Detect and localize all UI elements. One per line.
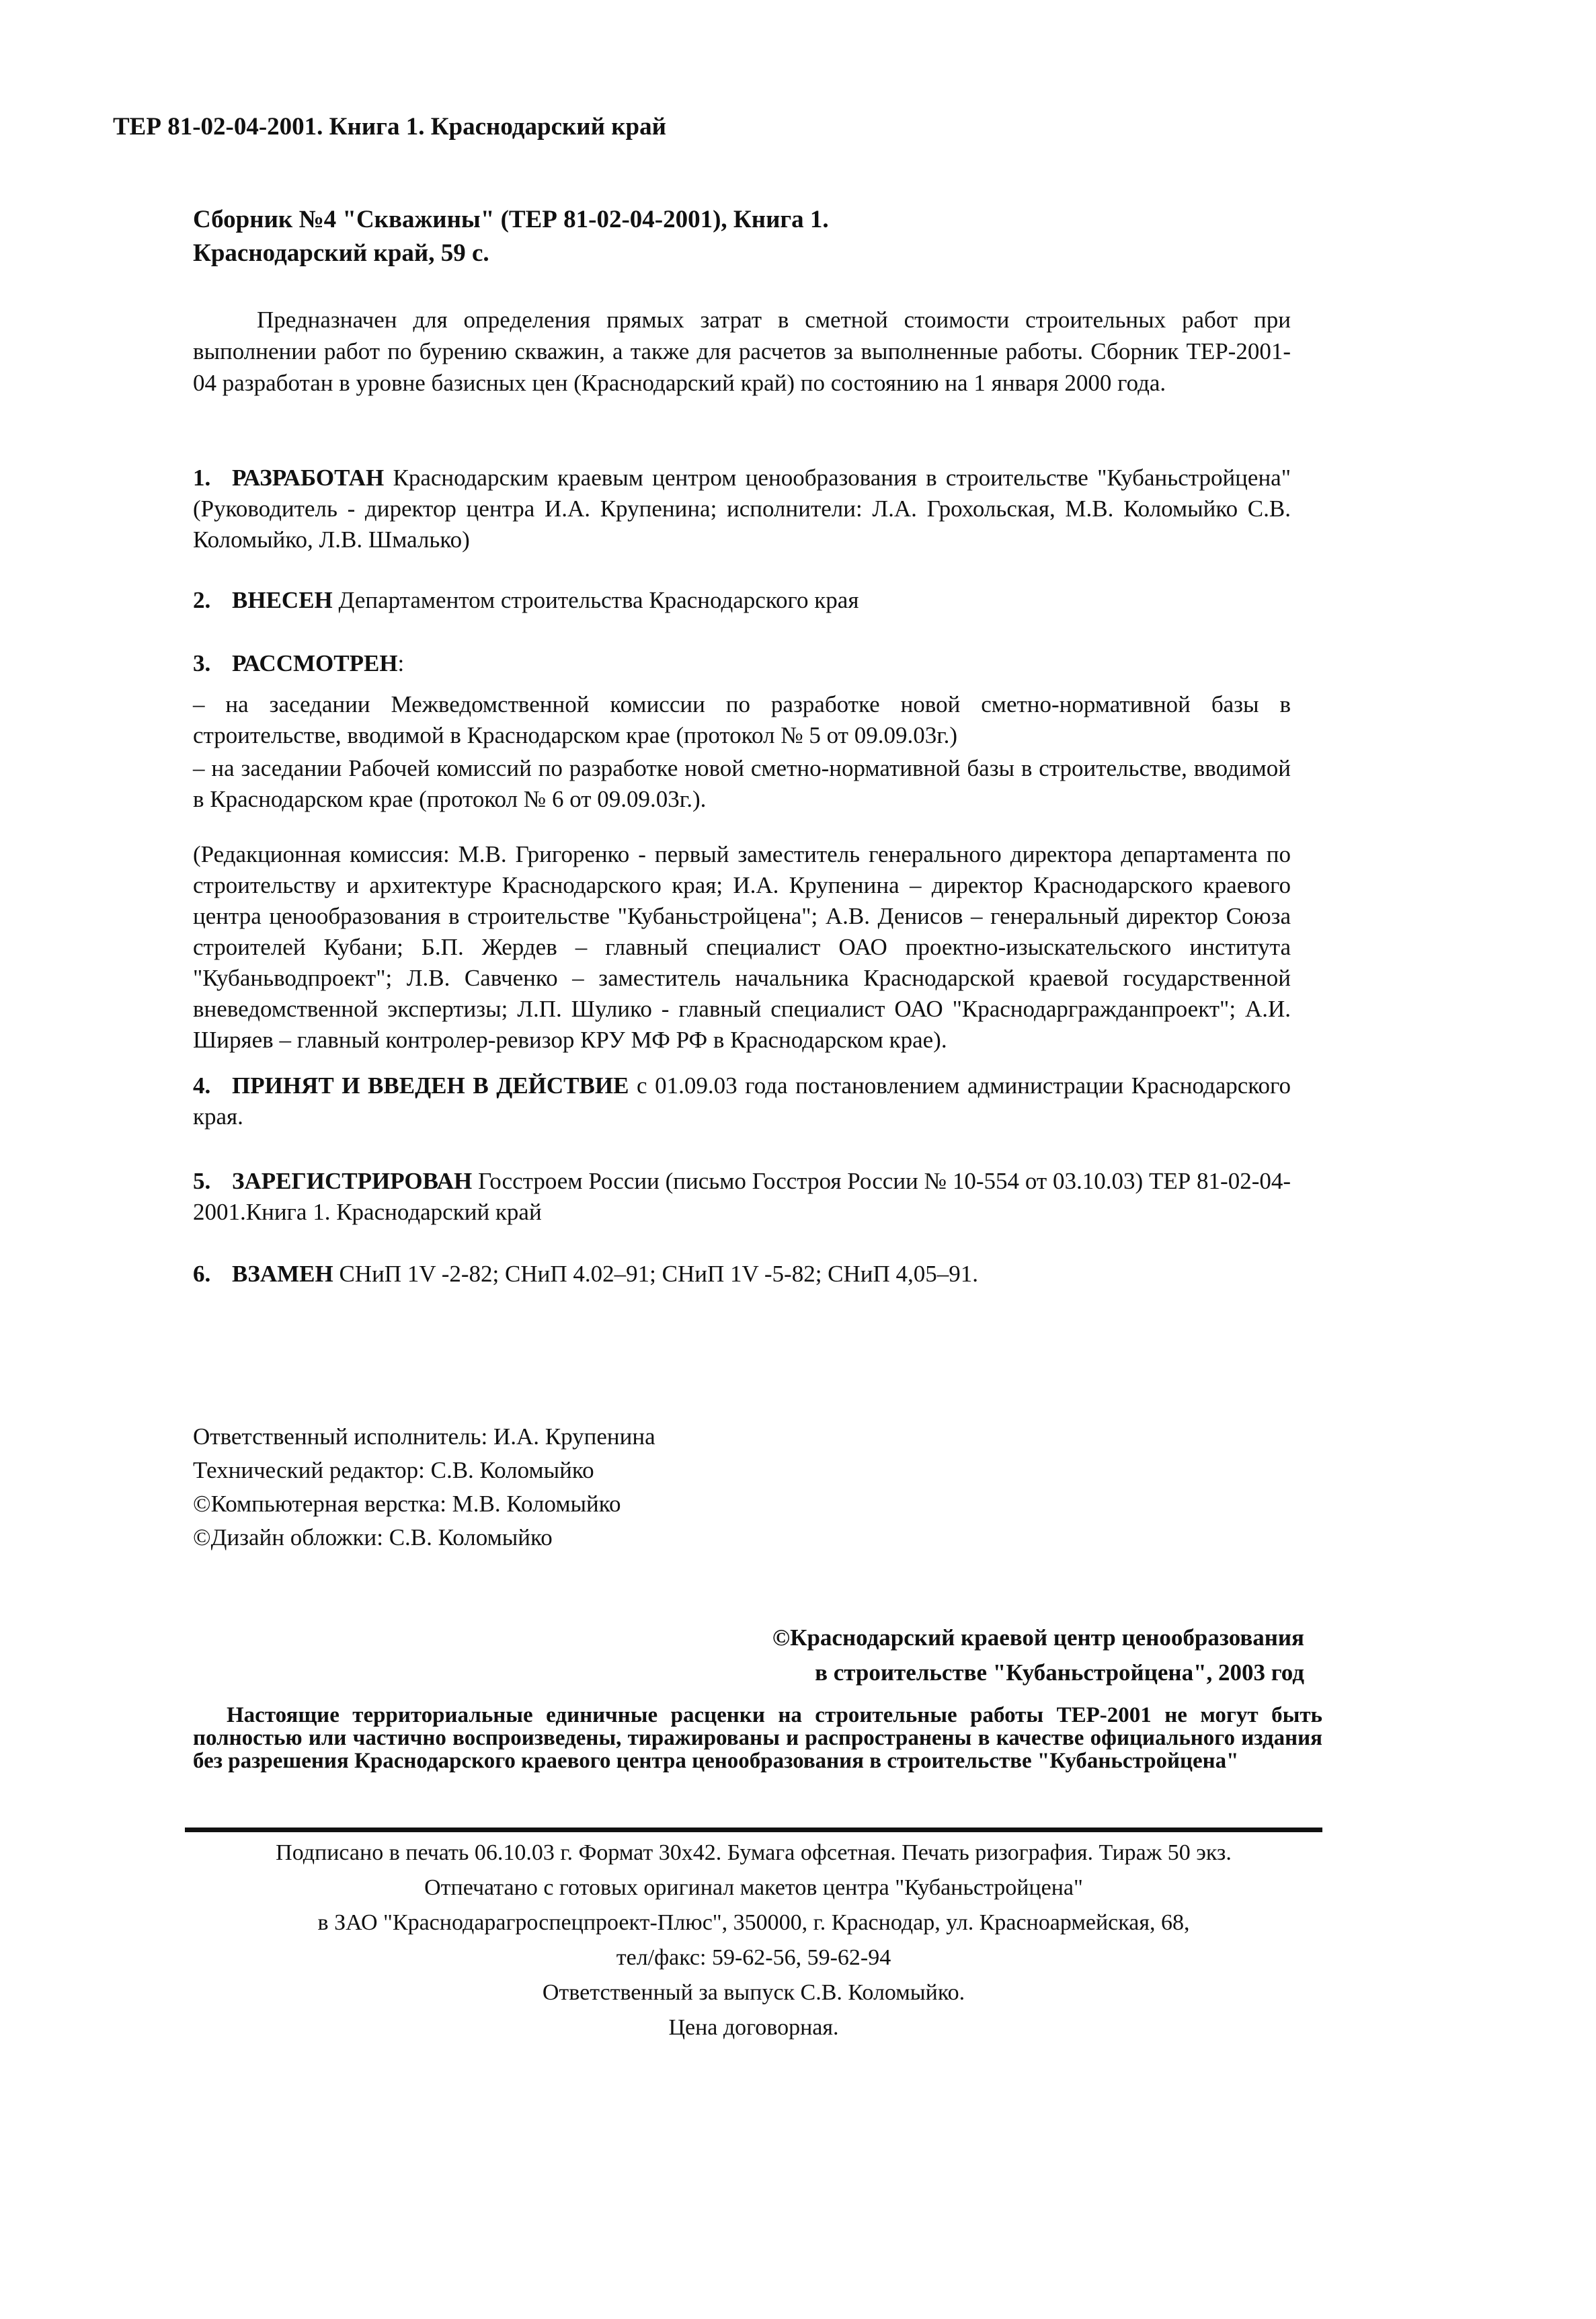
credit-tech-editor: Технический редактор: С.В. Коломыйко bbox=[193, 1457, 594, 1483]
item-developed-label: РАЗРАБОТАН bbox=[232, 465, 385, 491]
item-introduced-label: ВНЕСЕН bbox=[232, 587, 333, 613]
item-adopted-label: ПРИНЯТ И ВВЕДЕН В ДЕЙСТВИЕ bbox=[232, 1072, 629, 1099]
credits bbox=[193, 1420, 1000, 1555]
item-introduced bbox=[193, 585, 1291, 616]
reproduction-notice: Настоящие территориальные единичные расценки на строительные работы ТЕР-2001 не могут быть полностью или частично воспроизведены, тиражированы и распространены в качестве официального издания без разрешения Краснодарского краевого центра ценообразования в строительстве "Кубаньстройцена" bbox=[193, 1703, 1322, 1773]
item-adopted bbox=[193, 1070, 1291, 1132]
imprint-line4: тел/факс: 59-62-56, 59-62-94 bbox=[616, 1945, 891, 1970]
collection-title-line2: Краснодарский край, 59 с. bbox=[193, 239, 489, 267]
running-header: ТЕР 81-02-04-2001. Книга 1. Краснодарский край bbox=[113, 113, 666, 141]
item-developed-number: 1. bbox=[193, 465, 211, 491]
item-replaces bbox=[193, 1259, 1291, 1290]
item-adopted-number: 4. bbox=[193, 1072, 211, 1099]
copyright-line2: в строительстве "Кубаньстройцена", 2003 год bbox=[815, 1659, 1304, 1686]
item-registered bbox=[193, 1166, 1291, 1228]
credit-responsible: Ответственный исполнитель: И.А. Крупенина bbox=[193, 1423, 655, 1450]
imprint-line1: Подписано в печать 06.10.03 г. Формат 30x42. Бумага офсетная. Печать ризография. Тираж 50 экз. bbox=[276, 1840, 1232, 1865]
item-registered-number: 5. bbox=[193, 1168, 211, 1194]
editorial-commission: (Редакционная комиссия: М.В. Григоренко - первый заместитель генерального директора департамента по строительству и архитектуре Краснодарского края; И.А. Крупенина – директор Краснодарского краевого центра ценообразования в строительстве "Кубаньстройцена"; А.В. Денисов – генеральный директор Союза строителей Кубани; Б.П. Жердев – главный специалист ОАО проектно-изыскательского института "Кубаньводпроект"; Л.В. Савченко – заместитель начальника Краснодарской краевой государственной вневедомственной экспертизы; Л.П. Шулико - главный специалист ОАО "Краснодаргражданпроект"; А.И. Ширяев – главный контролер-ревизор КРУ МФ РФ в Краснодарском крае). bbox=[193, 841, 1291, 1053]
item-introduced-text: Департаментом строительства Краснодарского края bbox=[338, 587, 859, 613]
item-registered-text: Госстроем России (письмо Госстроя России № 10-554 от 03.10.03) ТЕР 81-02-04-2001.Книга 1. Краснодарский край bbox=[193, 1168, 1291, 1225]
imprint-line6: Цена договорная. bbox=[668, 2015, 839, 2040]
credit-cover-design: ©Дизайн обложки: С.В. Коломыйко bbox=[193, 1524, 553, 1550]
item-reviewed-point-1: – на заседании Межведомственной комиссии по разработке новой сметно-нормативной базы в строительстве, вводимой в Краснодарском крае (протокол № 5 от 09.09.03г.) bbox=[193, 691, 1291, 748]
item-replaces-label: ВЗАМЕН bbox=[232, 1261, 333, 1287]
item-replaces-number: 6. bbox=[193, 1261, 211, 1287]
item-adopted-text: с 01.09.03 года постановлением администрации Краснодарского края. bbox=[193, 1072, 1291, 1130]
item-replaces-text: СНиП 1V -2-82; СНиП 4.02–91; СНиП 1V -5-82; СНиП 4,05–91. bbox=[339, 1261, 979, 1287]
item-developed-text: Краснодарским краевым центром ценообразования в строительстве "Кубаньстройцена" (Руководитель - директор центра И.А. Крупенина; исполнители: Л.А. Грохольская, М.В. Коломыйко С.В. Коломыйко, Л.В. Шмалько) bbox=[193, 465, 1291, 553]
item-reviewed-colon: : bbox=[397, 650, 405, 676]
item-reviewed-label: РАССМОТРЕН bbox=[232, 650, 398, 676]
item-developed bbox=[193, 463, 1291, 555]
purpose-paragraph: Предназначен для определения прямых затрат в сметной стоимости строительных работ при выполнении работ по бурению скважин, а также для расчетов за выполненные работы. Сборник ТЕР-2001-04 разработан в уровне базисных цен (Краснодарский край) по состоянию на 1 января 2000 года. bbox=[193, 307, 1291, 396]
copyright-line1: ©Краснодарский краевой центр ценообразования bbox=[772, 1624, 1304, 1651]
imprint-line3: в ЗАО "Краснодарагроспецпроект-Плюс", 350000, г. Краснодар, ул. Красноармейская, 68, bbox=[317, 1910, 1190, 1935]
credit-layout: ©Компьютерная верстка: М.В. Коломыйко bbox=[193, 1491, 621, 1517]
copyright-block bbox=[605, 1620, 1304, 1690]
item-reviewed-point-2: – на заседании Рабочей комиссий по разработке новой сметно-нормативной базы в строительстве, вводимой в Краснодарском крае (протокол № 6 от 09.09.03г.). bbox=[193, 755, 1291, 812]
collection-title bbox=[193, 203, 1336, 270]
imprint-block bbox=[185, 1836, 1322, 2045]
item-introduced-number: 2. bbox=[193, 587, 211, 613]
item-reviewed-number: 3. bbox=[193, 650, 211, 676]
collection-title-line1: Сборник №4 "Скважины" (ТЕР 81-02-04-2001), Книга 1. bbox=[193, 206, 829, 233]
imprint-line2: Отпечатано с готовых оригинал макетов центра "Кубаньстройцена" bbox=[424, 1875, 1083, 1900]
separator-rule bbox=[185, 1827, 1322, 1832]
item-registered-label: ЗАРЕГИСТРИРОВАН bbox=[232, 1168, 473, 1194]
item-reviewed bbox=[193, 648, 1291, 679]
imprint-line5: Ответственный за выпуск С.В. Коломыйко. bbox=[542, 1980, 965, 2005]
